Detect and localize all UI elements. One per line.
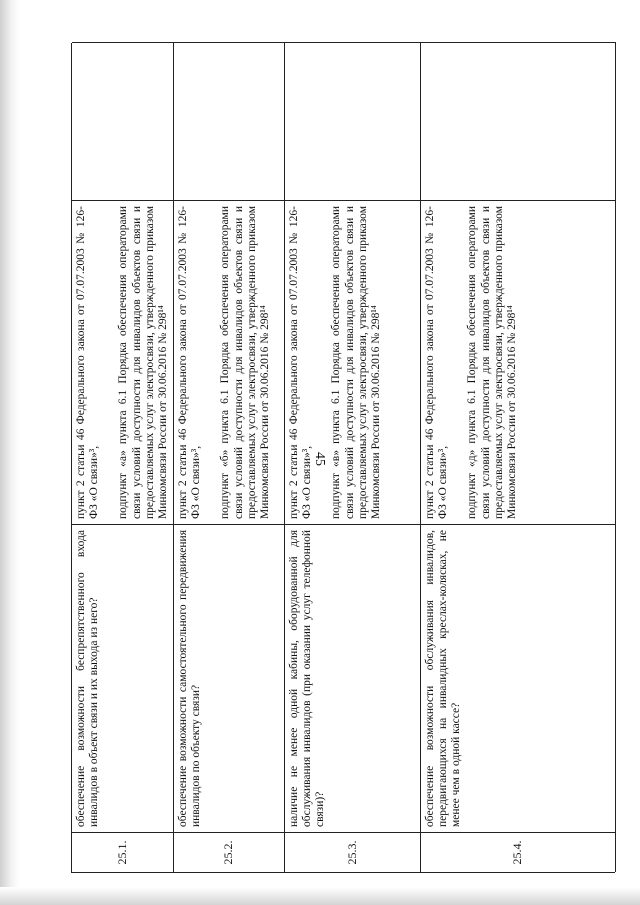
row-number: 25.3. (285, 832, 421, 872)
scan-bottom-shadow (0, 887, 640, 905)
page-number: 45 (312, 452, 327, 466)
row-number: 25.2. (174, 832, 285, 872)
legal-basis (174, 200, 285, 524)
document-table-rotated (71, 43, 615, 873)
basis-law-reference: пункт 2 статьи 46 Федерального закона от 07.07.2003 № 126-ФЗ «О связи»³, (75, 206, 101, 519)
basis-order-reference: подпункт «в» пункта 6.1 Порядка обеспечения операторами связи условий доступности для инвалидов объектов связи и предоставляемых услуг электросвязи, утвержденного приказом Минкомсвязи России от 30.06.2016 № 298¹⁴ (330, 206, 383, 519)
row-number: 25.1. (72, 832, 174, 872)
checklist-table (71, 43, 615, 873)
scan-edge-shadow (0, 0, 20, 905)
basis-law-reference: пункт 2 статьи 46 Федерального закона от 07.07.2003 № 126-ФЗ «О связи»³, (424, 206, 450, 519)
basis-law-reference: пункт 2 статьи 46 Федерального закона от 07.07.2003 № 126-ФЗ «О связи»³, (288, 206, 314, 519)
legal-basis (421, 200, 616, 524)
requirement-question: обеспечение возможности самостоятельного передвижения инвалидов по объекту связи? (174, 524, 285, 832)
answer-cell (285, 42, 421, 200)
row-number: 25.4. (421, 832, 616, 872)
basis-law-reference: пункт 2 статьи 46 Федерального закона от 07.07.2003 № 126-ФЗ «О связи»³, (177, 206, 203, 519)
basis-order-reference: подпункт «б» пункта 6.1 Порядка обеспечения операторами связи условий доступности для инвалидов объектов связи и предоставляемых услуг электросвязи, утвержденного приказом Минкомсвязи России от 30.06.2016 № 298¹⁴ (219, 206, 272, 519)
requirement-question: обеспечение возможности обслуживания инвалидов, передвигающихся на инвалидных креслах-колясках, не менее чем в одной кассе? (421, 524, 616, 832)
basis-order-reference: подпункт «д» пункта 6.1 Порядка обеспечения операторами связи условий доступности для инвалидов объектов связи и предоставляемых услуг электросвязи, утвержденного приказом Минкомсвязи России от 30.06.2016 № 298¹⁴ (466, 206, 519, 519)
basis-order-reference: подпункт «а» пункта 6.1 Порядка обеспечения операторами связи условий доступности для инвалидов объектов связи и предоставляемых услуг электросвязи, утвержденного приказом Минкомсвязи России от 30.06.2016 № 298¹⁴ (117, 206, 170, 519)
legal-basis (72, 200, 174, 524)
answer-cell (72, 42, 174, 200)
requirement-question: обеспечение возможности беспрепятственного входа инвалидов в объект связи и их выхода из него? (72, 524, 174, 832)
answer-cell (421, 42, 616, 200)
requirement-question: наличие не менее одной кабины, оборудованной для обслуживания инвалидов (при оказании услуг телефонной связи)? (285, 524, 421, 832)
answer-cell (174, 42, 285, 200)
legal-basis (285, 200, 421, 524)
